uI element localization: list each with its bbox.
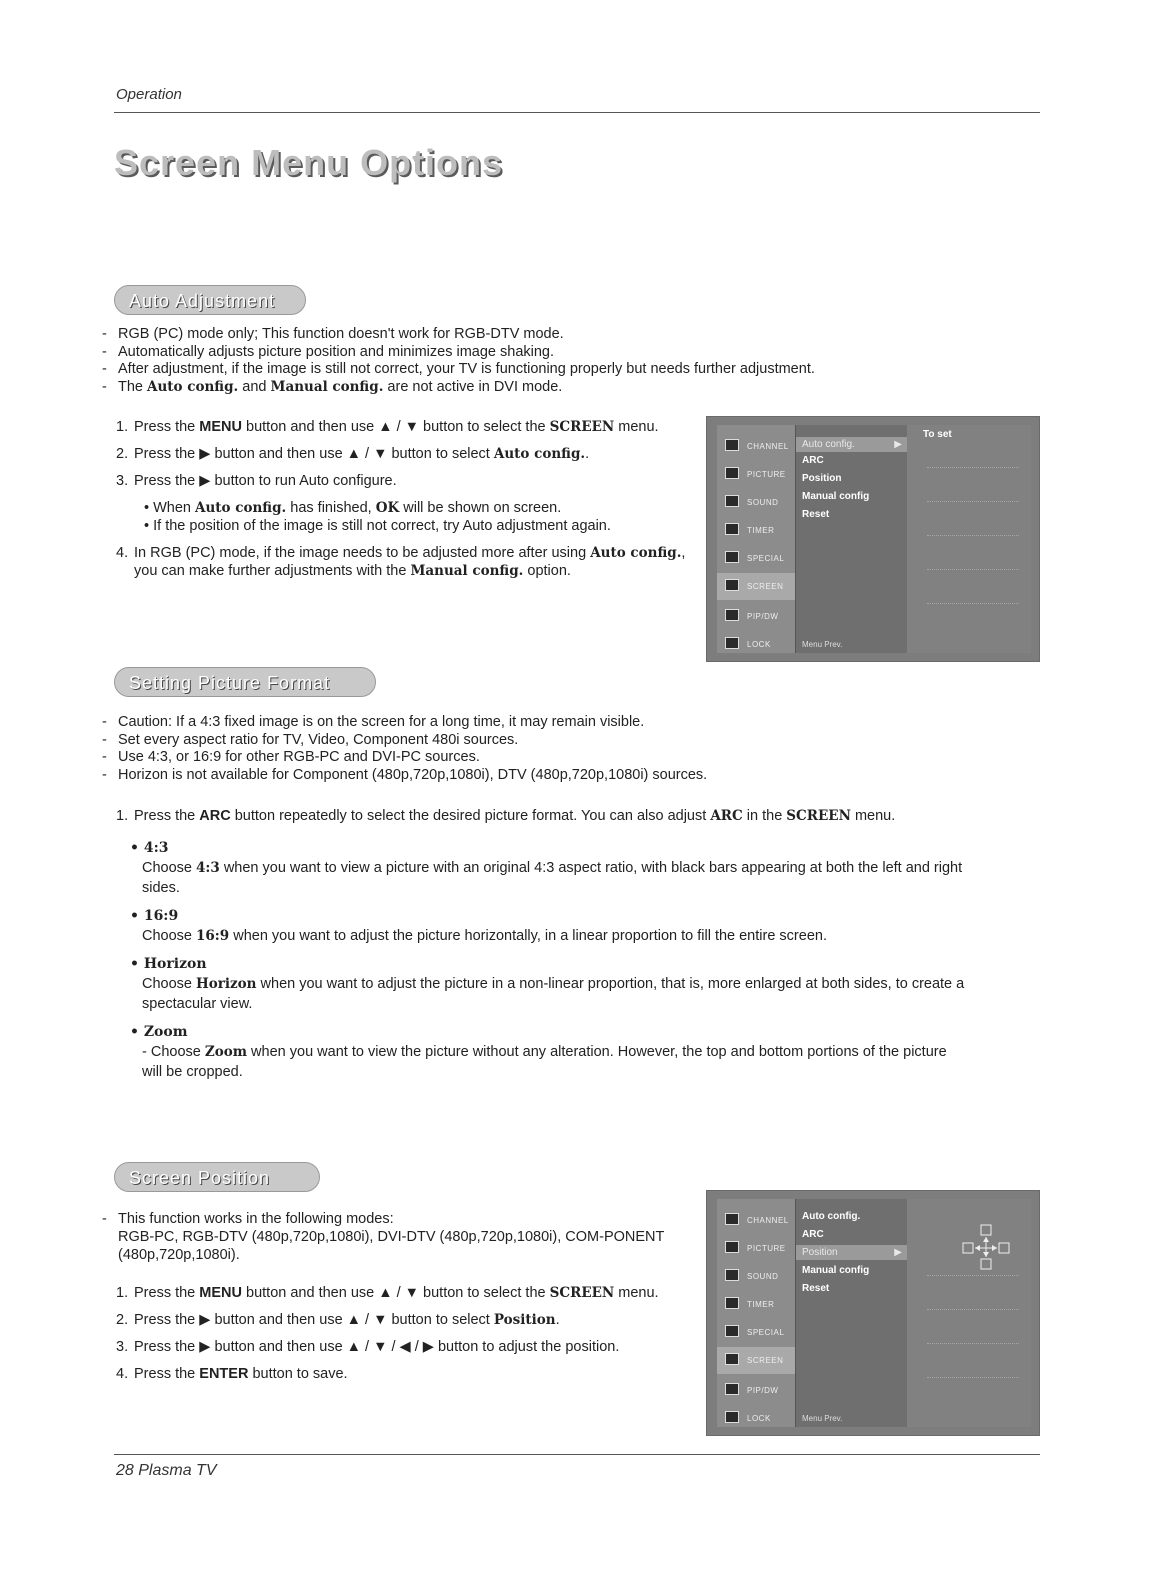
header-rule: [114, 112, 1040, 113]
timer-icon: [725, 523, 739, 535]
tv-menu-item-screen: SCREEN: [717, 573, 795, 600]
step-4: 4. Press the ENTER button to save.: [116, 1366, 348, 1382]
submenu-footer: Menu Prev.: [802, 1414, 843, 1423]
screen-position-heading: Screen Position: [114, 1162, 320, 1192]
list-item: - The Auto config. and Manual config. are not active in DVI mode.: [100, 379, 815, 397]
lock-icon: [725, 637, 739, 649]
screen-position-modes: [100, 1210, 690, 1264]
divider: [927, 1275, 1019, 1276]
tv-menu-item-screen: SCREEN: [717, 1347, 795, 1374]
divider: [927, 1377, 1019, 1378]
option-horizon-text: Choose Horizon when you want to adjust the picture in a non-linear proportion, that is, more enlarged at both sides, to create a spectacular view.: [142, 976, 965, 1012]
tv-menu-screenshot-position: [706, 1190, 1040, 1436]
step-3-bullet-2: • If the position of the image is still not correct, try Auto adjustment again.: [144, 518, 611, 534]
step-2: 2. Press the ▶ button and then use ▲ / ▼ button to select Position.: [116, 1312, 560, 1328]
tv-menu-item-pipdw: PIP/DW: [717, 1377, 795, 1404]
divider: [927, 535, 1019, 536]
sound-icon: [725, 495, 739, 507]
channel-icon: [725, 1213, 739, 1225]
tv-menu-right-panel: [907, 1199, 1031, 1427]
step-1: 1. Press the MENU button and then use ▲ / ▼ button to select the SCREEN menu.: [116, 1285, 659, 1301]
right-arrow-icon: ▶: [894, 439, 902, 450]
submenu-item-arc: ARC: [802, 1229, 824, 1240]
tv-menu-item-timer: TIMER: [717, 1291, 795, 1318]
option-43-heading: • 4:3: [130, 840, 169, 856]
picture-icon: [725, 1241, 739, 1253]
tv-menu-item-special: SPECIAL: [717, 1319, 795, 1346]
tv-menu-item-sound: SOUND: [717, 1263, 795, 1290]
position-adjust-icon: [959, 1223, 1029, 1276]
footer-rule: [114, 1454, 1040, 1455]
tv-menu-item-channel: CHANNEL: [717, 433, 795, 460]
tv-menu-item-sound: SOUND: [717, 489, 795, 516]
submenu-item-auto-config: Auto config.: [802, 1211, 861, 1222]
step-3: 3. Press the ▶ button and then use ▲ / ▼ / ◀ / ▶ button to adjust the position.: [116, 1339, 620, 1355]
sound-icon: [725, 1269, 739, 1281]
submenu-item-reset: Reset: [802, 509, 830, 520]
auto-adjustment-steps: [116, 418, 698, 580]
special-icon: [725, 551, 739, 563]
submenu-item-position: Position: [802, 473, 842, 484]
step-3: 3. Press the ▶ button to run Auto configure.: [116, 473, 397, 489]
modes-note: - This function works in the following modes: RGB-PC, RGB-DTV (480p,720p,1080i), DVI-DTV (480p,720p,1080i), COM-PONENT (480p,720p,1080i).: [102, 1211, 665, 1263]
screen-icon: [725, 1353, 739, 1365]
step-4: 4. In RGB (PC) mode, if the image needs to be adjusted more after using Auto config., you can make further adjustments with the Manual config. option.: [116, 545, 686, 579]
picture-format-heading: Setting Picture Format: [114, 667, 376, 697]
submenu-item-arc: ARC: [802, 455, 824, 466]
option-horizon-heading: • Horizon: [130, 956, 207, 972]
timer-icon: [725, 1297, 739, 1309]
divider: [927, 603, 1019, 604]
submenu-item-reset: Reset: [802, 1283, 830, 1294]
step-3-bullet-1: • When Auto config. has finished, OK will be shown on screen.: [144, 500, 562, 516]
auto-adjustment-heading: Auto Adjustment: [114, 285, 306, 315]
tv-menu-screen-submenu: [795, 425, 909, 653]
screen-icon: [725, 579, 739, 591]
list-item: - Caution: If a 4:3 fixed image is on the screen for a long time, it may remain visible.: [100, 714, 707, 732]
tv-menu-item-channel: CHANNEL: [717, 1207, 795, 1234]
submenu-item-manual-config: Manual config: [802, 491, 870, 502]
divider: [927, 1309, 1019, 1310]
to-set-label: To set: [923, 429, 952, 440]
option-zoom-heading: • Zoom: [130, 1024, 188, 1040]
step-1: 1. Press the MENU button and then use ▲ / ▼ button to select the SCREEN menu.: [116, 419, 659, 435]
list-item: - After adjustment, if the image is still not correct, your TV is functioning properly but needs further adjustment.: [100, 361, 815, 379]
divider: [927, 569, 1019, 570]
tv-menu-item-lock: LOCK: [717, 631, 795, 658]
tv-menu-left-column: [717, 1199, 795, 1427]
tv-menu-item-picture: PICTURE: [717, 1235, 795, 1262]
channel-icon: [725, 439, 739, 451]
divider: [927, 1343, 1019, 1344]
tv-menu-left-column: [717, 425, 795, 653]
tv-menu-item-special: SPECIAL: [717, 545, 795, 572]
tv-menu-item-picture: PICTURE: [717, 461, 795, 488]
submenu-item-auto-config: Auto config. ▶: [796, 437, 908, 452]
divider: [927, 501, 1019, 502]
page-footer: 28 Plasma TV: [116, 1462, 217, 1479]
divider: [927, 467, 1019, 468]
option-169-text: Choose 16:9 when you want to adjust the picture horizontally, in a linear proportion to fill the entire screen.: [142, 928, 827, 944]
picture-format-step-1: 1. Press the ARC button repeatedly to select the desired picture format. You can also adjust ARC in the SCREEN menu.: [116, 808, 896, 824]
option-zoom-text: - Choose Zoom when you want to view the picture without any alteration. However, the top and bottom portions of the picture will be cropped.: [142, 1044, 947, 1080]
picture-format-notes: [100, 714, 707, 784]
submenu-item-manual-config: Manual config: [802, 1265, 870, 1276]
tv-menu-screen-submenu: [795, 1199, 909, 1427]
list-item: - Use 4:3, or 16:9 for other RGB-PC and DVI-PC sources.: [100, 749, 707, 767]
right-arrow-icon: ▶: [894, 1247, 902, 1258]
submenu-item-position: Position ▶: [796, 1245, 908, 1260]
tv-menu-item-pipdw: PIP/DW: [717, 603, 795, 630]
step-2: 2. Press the ▶ button and then use ▲ / ▼ button to select Auto config..: [116, 446, 590, 462]
tv-menu-item-timer: TIMER: [717, 517, 795, 544]
page-title: Screen Menu Options: [114, 142, 504, 183]
picture-format-options: [130, 838, 970, 1082]
auto-adjustment-notes: [100, 326, 815, 396]
option-169-heading: • 16:9: [130, 908, 179, 924]
tv-menu-right-panel: [907, 425, 1031, 653]
pipdw-icon: [725, 609, 739, 621]
pipdw-icon: [725, 1383, 739, 1395]
screen-position-steps: [116, 1284, 706, 1383]
option-43-text: Choose 4:3 when you want to view a picture with an original 4:3 aspect ratio, with black bars appearing at both the left and right sides.: [142, 860, 963, 896]
list-item: - Automatically adjusts picture position and minimizes image shaking.: [100, 344, 815, 362]
picture-icon: [725, 467, 739, 479]
list-item: - RGB (PC) mode only; This function doesn't work for RGB-DTV mode.: [100, 326, 815, 344]
list-item: - Horizon is not available for Component (480p,720p,1080i), DTV (480p,720p,1080i) sources.: [100, 767, 707, 785]
list-item: - Set every aspect ratio for TV, Video, Component 480i sources.: [100, 732, 707, 750]
tv-menu-item-lock: LOCK: [717, 1405, 795, 1432]
submenu-footer: Menu Prev.: [802, 640, 843, 649]
special-icon: [725, 1325, 739, 1337]
lock-icon: [725, 1411, 739, 1423]
tv-menu-screenshot-auto-config: [706, 416, 1040, 662]
header-section-label: Operation: [116, 86, 182, 103]
